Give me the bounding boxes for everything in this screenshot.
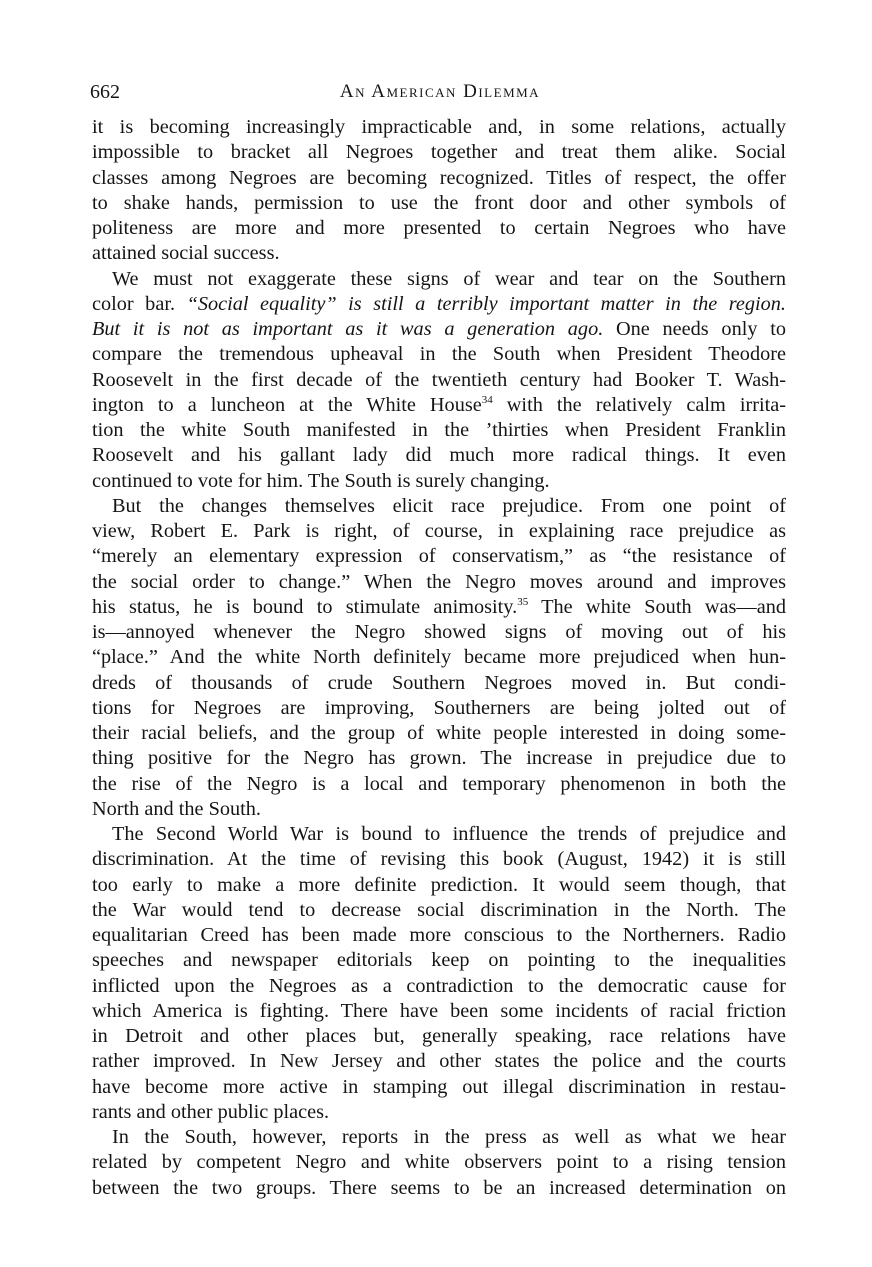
- line-text: which America is fighting. There have been some incidents of racial friction: [92, 999, 786, 1022]
- text-line: [92, 569, 786, 595]
- text-line: [92, 417, 786, 443]
- line-text: their racial beliefs, and the group of white people interested in doing some-: [92, 722, 786, 744]
- line-text: compare the tremendous upheaval in the South when President Theodore: [92, 343, 786, 366]
- line-text: too early to make a more definite prediction. It would seem though, that: [92, 873, 786, 896]
- line-text: dreds of thousands of crude Southern Negroes moved in. But condi-: [92, 671, 786, 694]
- line-text: rather improved. In New Jersey and other states the police and the courts: [92, 1050, 786, 1073]
- text-line: [92, 947, 786, 973]
- line-text: the rise of the Negro is a local and temporary phenomenon in both the: [92, 772, 786, 795]
- line-text: tion the white South manifested in the ’thirties when President Franklin: [92, 419, 786, 441]
- text-line: [92, 367, 786, 393]
- line-text: inflicted upon the Negroes as a contradiction to the democratic cause for: [92, 974, 786, 997]
- text-line: [92, 594, 786, 620]
- line-text: Roosevelt and his gallant lady did much more radical things. It even: [92, 444, 786, 467]
- text-line: [92, 291, 786, 317]
- line-text: In the South, however, reports in the press as well as what we hear: [112, 1126, 786, 1148]
- line-text: equalitarian Creed has been made more conscious to the Northerners. Radio: [92, 924, 786, 946]
- text-line: [92, 316, 786, 342]
- line-text: Roosevelt in the first decade of the twentieth century had Booker T. Wash-: [92, 368, 786, 391]
- text-line: [92, 973, 786, 999]
- line-text: his status, he is bound to stimulate animosity.: [92, 595, 518, 618]
- text-line: [112, 266, 786, 292]
- line-text: continued to vote for him. The South is surely changing.: [92, 469, 550, 492]
- line-text: But the changes themselves elicit race prejudice. From one point of: [112, 494, 786, 517]
- text-line: [92, 846, 786, 872]
- line-text: the War would tend to decrease social discrimination in the North. The: [92, 898, 786, 921]
- text-line: [92, 1149, 786, 1175]
- text-line: [92, 392, 786, 418]
- line-text: thing positive for the Negro has grown. The increase in prejudice due to: [92, 747, 786, 770]
- line-text: tions for Negroes are improving, Southerners are being jolted out of: [92, 696, 786, 719]
- text-line: [92, 872, 786, 898]
- line-text: to shake hands, permission to use the front door and other symbols of: [92, 191, 786, 214]
- line-text: discrimination. At the time of revising this book (August, 1942) it is still: [92, 848, 786, 871]
- line-text: North and the South.: [92, 797, 261, 820]
- line-text: between the two groups. There seems to be an increased determination on: [92, 1176, 786, 1199]
- text-line: [92, 720, 786, 746]
- running-title: An American Dilemma: [339, 81, 541, 102]
- text-line: [92, 1175, 786, 1201]
- text-line: [92, 114, 786, 140]
- line-text: politeness are more and more presented to certain Negroes who have: [92, 217, 786, 239]
- line-text: speeches and newspaper editorials keep on pointing to the inequalities: [92, 949, 786, 972]
- line-text: The white South was—and: [528, 595, 786, 618]
- line-text: “merely an elementary expression of conservatism,” as “the resistance of: [92, 545, 786, 568]
- line-text: it is becoming increasingly impracticable and, in some relations, actually: [92, 116, 786, 138]
- text-line: [92, 215, 786, 241]
- text-line: [92, 670, 786, 696]
- text-line: [92, 165, 786, 191]
- footnote-ref: 34: [481, 393, 493, 406]
- text-line: [112, 1124, 786, 1150]
- text-line: [92, 922, 786, 948]
- line-text: with the relatively calm irrita-: [492, 393, 786, 416]
- text-line: [92, 1074, 786, 1100]
- line-text: related by competent Negro and white observers point to a rising tension: [92, 1151, 786, 1174]
- text-line: [92, 190, 786, 216]
- line-text: classes among Negroes are becoming recognized. Titles of respect, the offer: [92, 166, 786, 189]
- page-number: 662: [90, 81, 120, 103]
- line-text: impossible to bracket all Negroes together and treat them alike. Social: [92, 141, 786, 164]
- line-text: have become more active in stamping out illegal discrimination in restau-: [92, 1075, 786, 1098]
- text-line: [112, 821, 786, 847]
- text-line: [92, 771, 786, 797]
- line-text: color bar.: [92, 292, 187, 315]
- text-line: [92, 442, 786, 468]
- line-text: One needs only to: [603, 318, 786, 340]
- text-line: [112, 493, 786, 519]
- text-line: [92, 1048, 786, 1074]
- line-text: rants and other public places.: [92, 1100, 330, 1123]
- line-text: We must not exaggerate these signs of wear and tear on the Southern: [112, 267, 786, 290]
- italic-text: “Social equality” is still a terribly important matter in the region.: [186, 292, 786, 315]
- text-line: [92, 796, 786, 822]
- text-line: [92, 518, 786, 544]
- line-text: is—annoyed whenever the Negro showed signs of moving out of his: [92, 621, 786, 643]
- text-line: [92, 1099, 786, 1125]
- line-text: view, Robert E. Park is right, of course, in explaining race prejudice as: [92, 520, 786, 542]
- line-text: The Second World War is bound to influence the trends of prejudice and: [112, 823, 786, 845]
- line-text: in Detroit and other places but, generally speaking, race relations have: [92, 1025, 786, 1047]
- text-line: [92, 644, 786, 670]
- text-line: [92, 341, 786, 367]
- text-line: [92, 1023, 786, 1049]
- text-line: [92, 745, 786, 771]
- text-line: [92, 139, 786, 165]
- line-text: attained social success.: [92, 242, 280, 265]
- text-line: [92, 619, 786, 645]
- text-line: [92, 897, 786, 923]
- text-line: [92, 468, 786, 494]
- line-text: ington to a luncheon at the White House: [92, 393, 482, 416]
- line-text: the social order to change.” When the Negro moves around and improves: [92, 570, 786, 593]
- footnote-ref: 35: [517, 595, 529, 608]
- text-line: [92, 240, 786, 266]
- text-line: [92, 998, 786, 1024]
- line-text: “place.” And the white North definitely became more prejudiced when hun-: [92, 646, 786, 669]
- text-line: [92, 695, 786, 721]
- text-line: [92, 543, 786, 569]
- italic-text: But it is not as important as it was a generation ago.: [92, 318, 604, 340]
